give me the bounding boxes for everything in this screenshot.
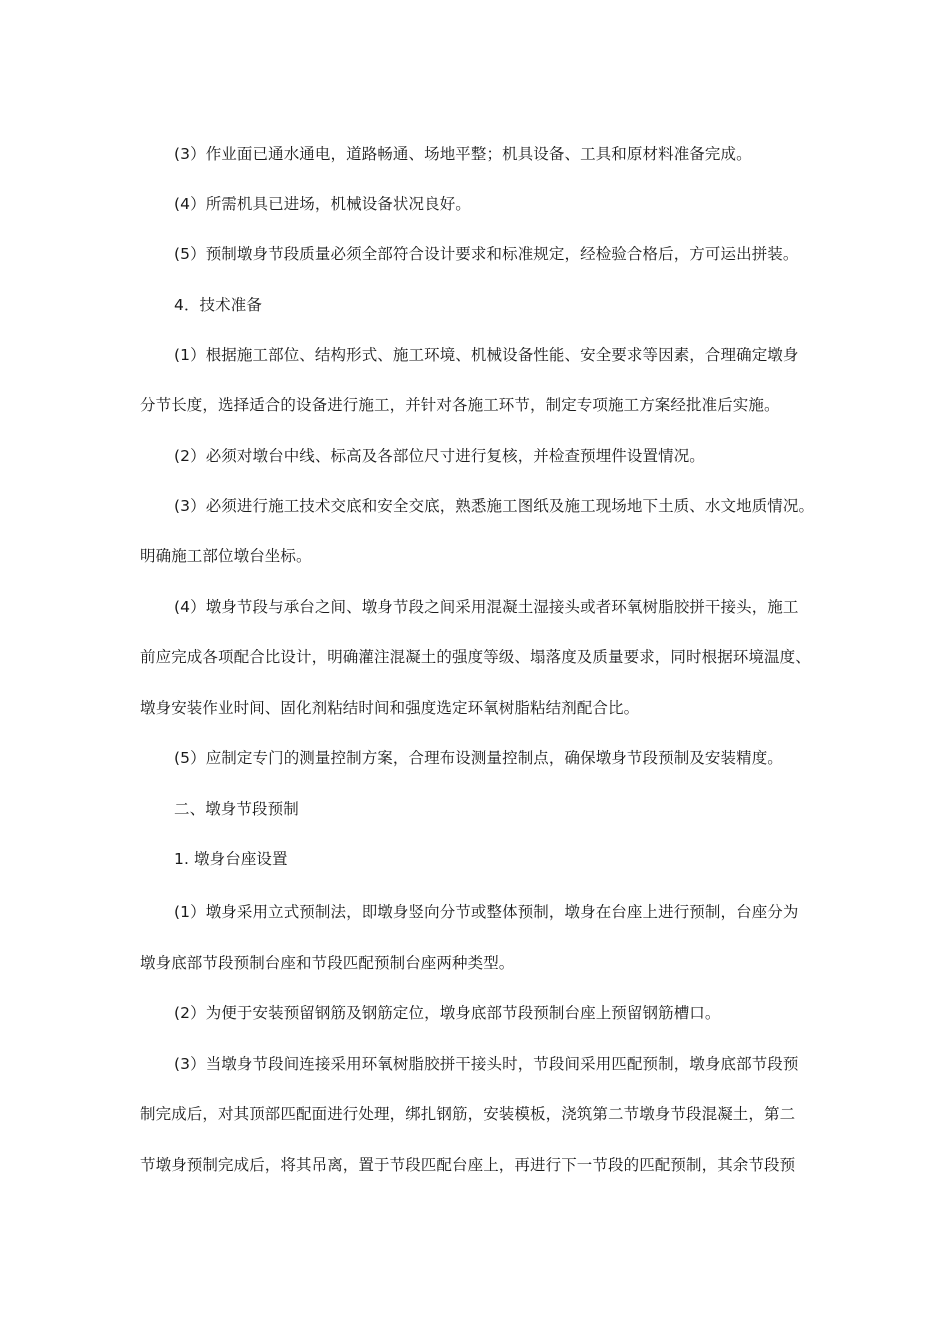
tech-item-3-line-2: 明确施工部位墩台坐标。 <box>140 547 312 565</box>
paragraph-5-line: (5）预制墩身节段质量必须全部符合设计要求和标准规定，经检验合格后，方可运出拼装。 <box>174 245 799 263</box>
subsection-heading-pedestal-setup: 1. 墩身台座设置 <box>174 850 288 868</box>
pedestal-item-3-line-1: (3）当墩身节段间连接采用环氧树脂胶拼干接头时，节段间采用匹配预制，墩身底部节段预 <box>174 1055 799 1073</box>
pedestal-item-3-line-2: 制完成后，对其顶部匹配面进行处理，绑扎钢筋，安装模板，浇筑第二节墩身节段混凝土，第二 <box>140 1105 796 1123</box>
paragraph-4-line: (4）所需机具已进场，机械设备状况良好。 <box>174 195 471 213</box>
tech-item-1-line-1: (1）根据施工部位、结构形式、施工环境、机械设备性能、安全要求等因素，合理确定墩身 <box>174 346 799 364</box>
section-heading-technical-preparation: 4．技术准备 <box>174 296 262 314</box>
tech-item-3-line-1: (3）必须进行施工技术交底和安全交底，熟悉施工图纸及施工现场地下土质、水文地质情况。 <box>174 497 815 515</box>
tech-item-4-line-1: (4）墩身节段与承台之间、墩身节段之间采用混凝土湿接头或者环氧树脂胶拼干接头，施工 <box>174 598 799 616</box>
pedestal-item-3-line-3: 节墩身预制完成后，将其吊离，置于节段匹配台座上，再进行下一节段的匹配预制，其余节段预 <box>140 1156 796 1174</box>
tech-item-4-line-3: 墩身安装作业时间、固化剂粘结时间和强度选定环氧树脂粘结剂配合比。 <box>140 699 640 717</box>
paragraph-3-line: (3）作业面已通水通电，道路畅通、场地平整；机具设备、工具和原材料准备完成。 <box>174 145 752 163</box>
pedestal-item-2-line: (2）为便于安装预留钢筋及钢筋定位，墩身底部节段预制台座上预留钢筋槽口。 <box>174 1004 721 1022</box>
tech-item-4-line-2: 前应完成各项配合比设计，明确灌注混凝土的强度等级、塌落度及质量要求，同时根据环境温度、 <box>140 648 811 666</box>
pedestal-item-1-line-1: (1）墩身采用立式预制法，即墩身竖向分节或整体预制，墩身在台座上进行预制，台座分为 <box>174 903 799 921</box>
tech-item-2-line: (2）必须对墩台中线、标高及各部位尺寸进行复核，并检查预埋件设置情况。 <box>174 447 705 465</box>
tech-item-1-line-2: 分节长度，选择适合的设备进行施工，并针对各施工环节，制定专项施工方案经批准后实施。 <box>140 396 780 414</box>
section-heading-pier-segment-prefab: 二、墩身节段预制 <box>174 800 299 818</box>
tech-item-5-line: (5）应制定专门的测量控制方案，合理布设测量控制点，确保墩身节段预制及安装精度。 <box>174 749 783 767</box>
pedestal-item-1-line-2: 墩身底部节段预制台座和节段匹配预制台座两种类型。 <box>140 954 515 972</box>
